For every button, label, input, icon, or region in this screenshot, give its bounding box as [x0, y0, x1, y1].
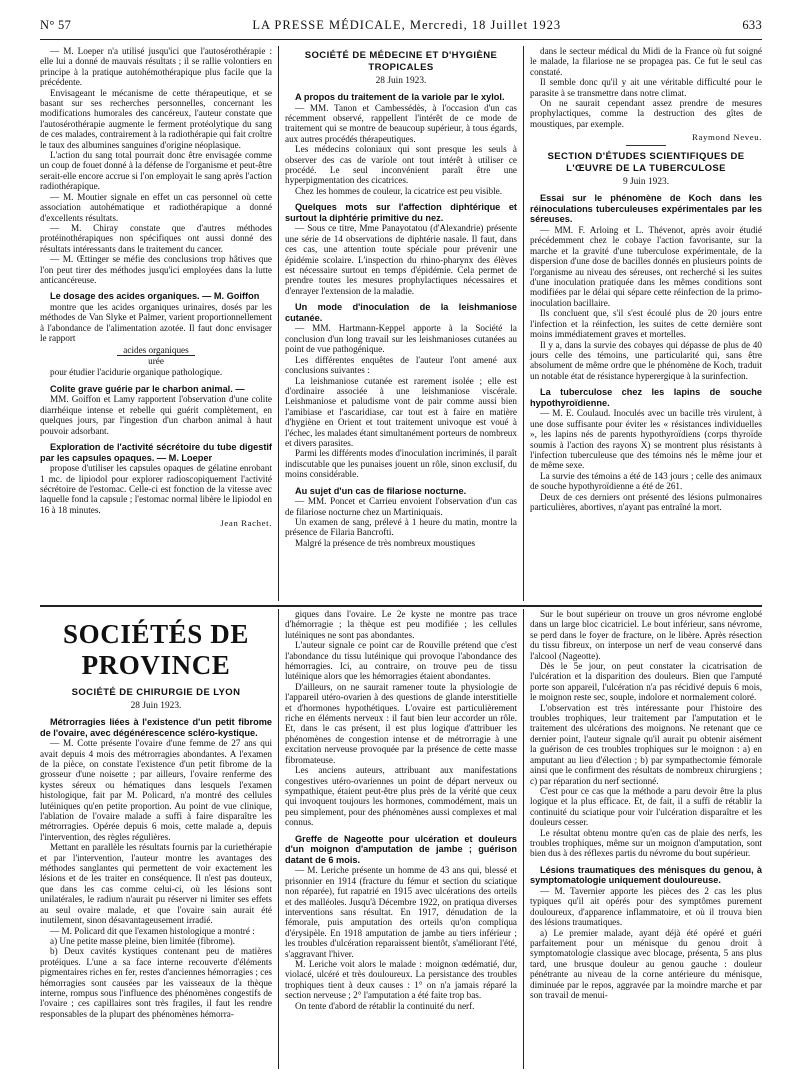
- section-title: SOCIÉTÉ DE MÉDECINE ET D'HYGIÈNE TROPICALES: [304, 50, 498, 73]
- section-separator: [40, 605, 762, 607]
- paragraph: Deux de ces derniers ont présenté des lésions pulmonaires particulières, abortives, n'ayant pas entraîné la mort.: [530, 491, 762, 512]
- paragraph: — M. Chiray constate que d'autres méthodes protéinothérapiques non spécifiques ont aussi donné des résultats intéressants dans le traitement du cancer.: [40, 222, 272, 254]
- paragraph: montre que les acides organiques urinaires, dosés par les méthodes de Van Slyke et Palmer, varient proportionnellement à l'abondance de l'alimentation azotée. Il faut donc envisager le rapport: [40, 301, 272, 344]
- paragraph: Malgré la présence de très nombreux moustiques: [295, 537, 476, 548]
- list-item: a) Une petite masse pleine, bien limitée (fibrome).: [50, 935, 235, 946]
- paragraph: pour étudier l'acidurie organique pathologique.: [50, 367, 223, 378]
- paragraph: Envisageant le mécanisme de cette thérapeutique, et se basant sur ses recherches personnelles, concernant les modifications humorales des cancéreux, l'auteur constate que l'autosérothérapie augmente le ferment protéolytique du sang de ces malades, contrairement à la radiothérapie qui fait croître le taux des albumines sanguines d'origine néoplasique.: [40, 87, 272, 150]
- paragraph: — Sous ce titre, Mme Panayotatou (d'Alexandrie) présente une série de 14 observations de diphtérie nasale. Il faut, dans ces cas, une attention toute spéciale pour prévenir une épidémie scolaire. L'inspection du rhino-pharynx des élèves est nécessaire surtout en temps d'épidémie. Cela permet de prendre toutes les mesures prophylactiques nécessaires et d'enrayer l'extension de la maladie.: [285, 223, 517, 296]
- section-title: SOCIÉTÉ DE CHIRURGIE DE LYON: [71, 687, 241, 698]
- paragraph: Il semble donc qu'il y ait une véritable difficulté pour le parasite à se transmettre dans notre climat.: [530, 77, 762, 98]
- bottom-section: [40, 609, 762, 1069]
- signature: Raymond Neveu.: [692, 132, 762, 143]
- paragraph: — M. Leriche présente un homme de 43 ans qui, blessé et prisonnier en 1914 (fracture du fémur et section du sciatique non réparée), fut rapatrié en 1915 avec ulcérations des orteils et des malléoles. Jusqu'à Décembre 1922, on pratiqua diverses interventions sans résultat. En 1917, dénudation de la fémorale, puis amputation des orteils qu'on compliqua d'érysipèle. En 1918 amputation de jambe au tiers inférieur ; les troubles d'ulcération reparaissent bientôt, s'améliorant l'été, s'aggravant l'hiver.: [285, 865, 517, 959]
- paragraph: On tente d'abord de rétablir la continuité du nerf.: [295, 1000, 475, 1011]
- paragraph: Mettant en parallèle les résultats fournis par la curiethérapie et par l'intervention, l'auteur montre les avantages des méthodes sanglantes qui permettent de voir exactement les lésions et de les traiter en conséquence. Il n'est pas douteux, que dans les cas comme celui-ci, où les lésions sont unilatérales, le radium n'aurait pu réserver ni limiter ses effets au seul ovaire malade, et que l'ovaire sain aurait été inutilement, sinon désavantageusement irradié.: [40, 842, 272, 926]
- paragraph: Sur le bout supérieur on trouve un gros névrome englobé dans un large bloc cicatriciel. Le bout inférieur, sans névrome, se perd dans le foyer de fracture, on le libère. Après résection du tissu fibreux, on interpose un nerf de veau conservé dans l'alcool (Nageotte).: [530, 609, 762, 661]
- column-3: [524, 46, 762, 601]
- section-date: 28 Juin 1923.: [130, 701, 182, 711]
- page-header: [40, 18, 762, 40]
- paragraph: Parmi les différents modes d'inoculation incriminés, il paraît indiscutable que les punaises jouent un rôle, sinon exclusif, du moins considérable.: [285, 448, 517, 480]
- article-title: Essai sur le phénomène de Koch dans les réinoculations tuberculeuses expérimentales par les séreuses.: [530, 193, 762, 225]
- article-title: Au sujet d'un cas de filariose nocturne.: [295, 485, 467, 496]
- fraction-numerator: acides organiques: [117, 345, 194, 356]
- paragraph: — M. Œttinger se méfie des conclusions trop hâtives que l'on peut tirer des méthodes jusqu'ici employées dans la lutte anticancéreuse.: [40, 254, 272, 285]
- bottom-column-1: [40, 609, 278, 1069]
- paragraph: L'action du sang total pourrait donc être envisagée comme un coup de fouet donné à la défense de l'organisme et peut-être serait-elle encore accrue si l'on employait le sang après l'action radiothérapique.: [40, 150, 272, 192]
- paragraph: Les différentes enquêtes de l'auteur l'ont amené aux conclusions suivantes :: [285, 354, 517, 376]
- paragraph: D'ailleurs, on ne saurait ramener toute la physiologie de l'appareil utéro-ovarien à des questions de glande interstitielle et d'hormones hypothétiques. L'ovaire est particulièrement riche en éléments nerveux : il faut bien leur accorder un rôle. Et, dans le cas présent, il est plus logique d'attribuer les phénomènes de congestion intense et de métrorragie à une excitation nerveuse provoquée par la présence de cette masse fibromateuse.: [285, 681, 517, 765]
- fraction: [40, 345, 272, 367]
- paragraph: Un examen de sang, prélevé à 1 heure du matin, montre la présence de Filaria Bancrofti.: [285, 516, 517, 538]
- paragraph: — M. Tavernier apporte les pièces des 2 cas les plus typiques qu'il ait opérés pour des symptômes purement douloureux, d'apparence inflammatoire, et où il trouva bien des lésions traumatiques.: [530, 885, 762, 928]
- page-number: 633: [742, 18, 762, 32]
- article-title: Lésions traumatiques des ménisques du genou, à symptomatologie uniquement douloureuse.: [530, 864, 762, 886]
- paragraph: — MM. Tanon et Cambessédès, à l'occasion d'un cas récemment observé, rappellent l'intérêt de ce mode de traitement qui se montre de beaucoup supérieur, à tous égards, aux autres procédés thérapeutiques.: [285, 102, 517, 144]
- article-title: Le dosage des acides organiques. — M. Goiffon: [50, 291, 260, 302]
- paragraph: Les anciens auteurs, attribuant aux manifestations congestives utéro-ovariennes un point de départ nerveux ou sympathique, étaient peut-être plus près de la vérité que ceux qui invoquent toujours les hormones, commodément, mais un peu simplement, pour des phénomènes aussi complexes et mal connus.: [285, 765, 517, 828]
- paragraph: propose d'utiliser les capsules opaques de gélatine enrobant 1 mc. de lipiodol pour explorer radioscopiquement l'activité sécrétoire de l'estomac. Celle-ci est fonction de la vitesse avec laquelle fond la capsule ; l'estomac normal libère le lipiodol en 16 à 18 minutes.: [40, 463, 272, 515]
- article-title: Métrorragies liées à l'existence d'un petit fibrome de l'ovaire, avec dégénérescence scléro-kystique.: [40, 717, 272, 738]
- paragraph: dans le secteur médical du Midi de la France où fut soigné le malade, la filariose ne se propagea pas. Ce fut le seul cas constaté.: [530, 46, 762, 77]
- section-title: SECTION D'ÉTUDES SCIENTIFIQUES DE L'ŒUVRE DE LA TUBERCULOSE: [547, 151, 745, 175]
- article-title: Quelques mots sur l'affection diphtérique et surtout la diphtérie primitive du nez.: [285, 202, 517, 223]
- newspaper-page: [40, 18, 762, 1070]
- paragraph: — M. E. Coulaud. Inoculés avec un bacille très virulent, à une dose suffisante pour éviter les « résistances individuelles », les lapins nés de parents hypothyroïdiens (corps thyroïde soumis à l'action des rayons X) se montrent plus résistants à l'infection tuberculeuse que des témoins nés le même jour et de même sexe.: [530, 408, 762, 471]
- masthead-title: LA PRESSE MÉDICALE, Mercredi, 18 Juillet 1923: [252, 18, 562, 32]
- column-2: [278, 46, 524, 601]
- paragraph: La leishmaniose cutanée est rarement isolée ; elle est d'ordinaire associée à une leishmaniose viscérale. Leishmaniose et paludisme vont de pair comme aussi bien l'amibiase et l'ascaridiase, car tout est à faire en matière d'hygiène en Orient et tout traitement univoque est voué à l'échec, les malades étant simultanément porteurs de nombreux et divers parasites.: [285, 375, 517, 448]
- article-title: Un mode d'inoculation de la leishmaniose cutanée.: [285, 302, 517, 323]
- section-date: 28 Juin 1923.: [375, 76, 427, 86]
- paragraph: Il y a, dans la survie des cobayes qui dépasse de plus de 40 jours celle des témoins, une particularité qui, sans être absolument de même ordre que le phénomène de Koch, traduit un notable état de résistance hyperergique à la surinfection.: [530, 339, 762, 381]
- article-title: A propos du traitement de la variole par le xylol.: [295, 92, 505, 102]
- article-title: Colite grave guérie par le charbon animal. —: [50, 383, 245, 394]
- paragraph: La survie des témoins a été de 143 jours ; celle des animaux de souche hypothyroïdienne a été de 261.: [530, 470, 762, 492]
- column-1: [40, 46, 278, 601]
- divider: [626, 145, 666, 146]
- paragraph: Dès le 5e jour, on peut constater la cicatrisation de l'ulcération et la disparition des douleurs. Bien que l'amputé porte son appareil, l'ulcération n'a pas récidivé depuis 6 mois, le moignon reste sec, souple, indolore et normalement coloré.: [530, 661, 762, 703]
- paragraph: — M. Moutier signale en effet un cas personnel où cette association autohématique et radiothérapique a donné d'excellents résultats.: [40, 191, 272, 223]
- signature: Jean Rachet.: [220, 518, 272, 529]
- paragraph: Le résultat obtenu montre qu'en cas de plaie des nerfs, les troubles trophiques, même sur un moignon d'amputation, sont bien dus à des réflexes partis du névrome du bout supérieur.: [530, 827, 762, 859]
- paragraph: L'auteur signale ce point car de Rouville prétend que c'est l'abondance du tissu lutéinique qui provoque l'abondance des hémorragies. Ici, au contraire, on trouve peu de tissu lutéinique alors que les hémorragies étaient abondantes.: [285, 640, 517, 682]
- paragraph: Chez les hommes de couleur, la cicatrice est peu visible.: [295, 185, 503, 196]
- paragraph: Ils concluent que, s'il s'est écoulé plus de 20 jours entre l'infection et la réinfection, les suites de cette dernière sont moins immédiatement graves et mortelles.: [530, 308, 762, 340]
- paragraph: — MM. Poncet et Carrieu envoient l'observation d'un cas de filariose nocturne chez un Martiniquais.: [285, 496, 517, 517]
- paragraph: giques dans l'ovaire. Le 2e kyste ne montre pas trace d'hémorragie ; la thèque est peu modifiée ; les cellules lutéiniques ne sont pas abondantes.: [285, 609, 517, 640]
- paragraph: M. Leriche voit alors le malade : moignon œdématié, dur, violacé, ulcéré et très douloureux. La persistance des troubles trophiques tient à deux causes : 1° on n'a jamais réparé la section nerveuse ; 2° l'amputation a été faite trop bas.: [285, 958, 517, 1001]
- paragraph: MM. Goiffon et Lamy rapportent l'observation d'une colite diarrhéique intense et rebelle qui guérit complètement, en quelques jours, par l'ingestion d'un charbon animal à haut pouvoir adsorbant.: [40, 394, 272, 436]
- fraction-denominator: urée: [148, 355, 164, 366]
- article-title: Exploration de l'activité sécrétoire du tube digestif par les capsules opaques. — M. Loeper: [40, 442, 272, 463]
- article-title: La tuberculose chez les lapins de souche hypothyroïdienne.: [530, 387, 762, 408]
- paragraph: — MM. Hartmann-Keppel apporte à la Société la conclusion d'un long travail sur les leishmanioses cutanées au point de vue pathogénique.: [285, 323, 517, 355]
- paragraph: — M. Policard dit que l'examen histologique a montré :: [50, 925, 255, 936]
- paragraph: L'observation est très intéressante pour l'histoire des troubles trophiques, leur traitement par l'amputation et le traitement des ulcérations des moignons. Ne retenant que ce dernier point, l'auteur signale qu'il aurait pu obtenir aisément la guérison de ces troubles trophiques sur le moignon : a) en amputant au lieu d'élection ; b) par sympathectomie fémorale ainsi que le confirment des résultats de nombreux chirurgiens ; c) par réparation du nerf sectionné.: [530, 702, 762, 786]
- paragraph: — M. Cotte présente l'ovaire d'une femme de 27 ans qui avait depuis 4 mois des métrorragies abondantes. A l'examen de la pièce, on constate l'existence d'un petit fibrome de la grosseur d'une noisette ; par ailleurs, l'ovaire renferme des kystes séreux ou hématiques dans lesquels l'examen histologique, fait par M. Policard, n'a montré des cellules lutéiniques qu'en petite proportion. Au point de vue clinique, l'ablation de l'ovaire malade a suffi à faire disparaître les métrorragies. Opérée depuis 6 mois, cette malade a, depuis l'intervention, des règles régulières.: [40, 738, 272, 842]
- paragraph: On ne saurait cependant assez prendre de mesures prophylactiques, comme la destruction des gîtes de moustiques, par exemple.: [530, 98, 762, 129]
- paragraph: — M. Loeper n'a utilisé jusqu'ici que l'autosérothérapie : elle lui a donné de mauvais résultats ; il se rallie volontiers en principe à la pratique autohémothérapique plus facile que la précédente.: [40, 46, 272, 88]
- article-title: Greffe de Nageotte pour ulcération et douleurs d'un moignon d'amputation de jambe ; guérison datant de 6 mois.: [285, 833, 517, 865]
- big-section-title: SOCIÉTÉS DE PROVINCE: [63, 619, 249, 680]
- top-section: [40, 46, 762, 601]
- issue-number: N° 57: [40, 18, 72, 32]
- paragraph: Les médecins coloniaux qui sont presque les seuls à observer des cas de variole ont tout intérêt à utiliser ce procédé. Le seul inconvénient paraît être une hyperpigmentation des cicatrices.: [285, 144, 517, 186]
- bottom-column-2: [278, 609, 524, 1069]
- paragraph: C'est pour ce cas que la méthode a paru devoir être la plus logique et la plus efficace. Et, de fait, il a suffi de rétablir la continuité du sciatique pour voir l'ulcération disparaître et les douleurs cesser.: [530, 785, 762, 828]
- section-date: 9 Juin 1923.: [622, 177, 670, 188]
- paragraph: a) Le premier malade, ayant déjà été opéré et guéri parfaitement pour un ménisque du genou droit à symptomatologie classique avec blocage, présenta, 5 ans plus tard, une brusque douleur au genou gauche : douleur pénétrante au niveau de la corne antérieure du ménisque, diminuée par le repos, aggravée par la moindre marche et par son travail de menui-: [530, 927, 762, 1000]
- list-item: b) Deux cavités kystiques contenant peu de matières protéiques. L'une a sa face interne recouverte d'éléments pigmentaires riches en fer, restes d'anciennes hémorragies ; ces hémorragies sont causées par les vaisseaux de la thèque interne, rompus sous l'influence des phénomènes congestifs de l'ovaire ; ces capillaires sont très fragiles, il faut les rendre responsables de la plupart des phénomènes hémorra-: [40, 946, 272, 1019]
- paragraph: — MM. F. Arloing et L. Thévenot, après avoir étudié précédemment chez le cobaye l'action favorisante, sur la marche et la gravité d'une tuberculose expérimentale, de la dispersion d'une dose de bacilles donnés en plusieurs points de l'organisme au niveau des séreuses, ont recherché si les suites d'une inoculation pratiquée dans les mêmes conditions sont modifiées par le délai qui sépare cette réinfection de la primo-inoculation bacillaire.: [530, 225, 762, 308]
- bottom-column-3: [524, 609, 762, 1069]
